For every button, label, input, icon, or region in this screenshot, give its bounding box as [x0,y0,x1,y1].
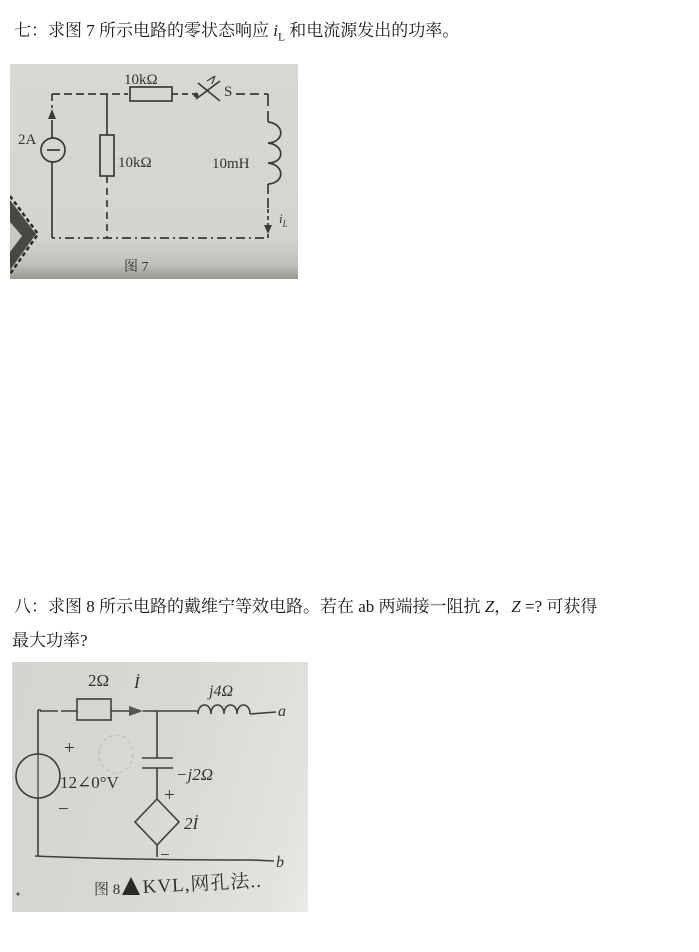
dep-source-minus-sign: − [160,845,170,864]
torn-corner-artifact [10,196,38,274]
inductor-label: j4Ω [209,683,234,700]
source-arrowhead-icon [48,109,56,119]
figure7-circuit [10,64,298,279]
source-plus-sign: + [64,738,75,759]
handwritten-note: KVL,网孔法.. [142,870,263,898]
figure8-photo [12,662,308,912]
top-resistor-label: 10kΩ [124,72,158,88]
figure8-wires [16,699,276,861]
inductor-current-arrowhead-icon [264,225,272,234]
problem8-text-seg3: =? 可获得 [520,597,598,616]
problem8-var-z2: Z [511,597,521,616]
wire-left-upper [38,710,41,754]
problem7-var-i: i [273,21,278,40]
source-label: 12∠0°V [60,773,119,792]
inductor-current-label: $i_L$ [279,211,288,229]
capacitor-label: −j2Ω [176,765,213,784]
wire-bottom [35,856,274,861]
switch-label: S [224,84,233,100]
inductor-label: 10mH [212,156,250,172]
problem7-statement [14,20,459,48]
figure8-caption: 图 8 [94,882,121,898]
current-arrowhead-icon [129,706,143,716]
problem8-text-seg1: 八：求图 8 所示电路的戴维宁等效电路。若在 ab 两端接一阻抗 [14,597,485,616]
terminal-a-label: a [278,703,286,720]
mid-resistor-symbol [100,135,114,176]
problem7-text-suffix: 和电流源发出的功率。 [285,21,460,40]
problem8-statement-line2 [12,630,88,652]
dep-source-plus-sign: + [164,785,175,806]
figure8-circuit [12,662,308,912]
problem8-statement-line1 [14,596,597,618]
ghost-mark-artifact [99,735,133,773]
top-resistor-symbol [130,87,172,101]
dep-source-label: 2İ [184,814,199,833]
problem8-var-z1: Z [484,597,495,616]
inductor-coil [198,705,250,714]
triangle-mark-icon [122,877,140,895]
speck-artifact [17,893,20,896]
mid-resistor-label: 10kΩ [118,155,152,171]
source-label: 2A [18,132,37,148]
problem7-text-prefix: 七：求图 7 所示电路的零状态响应 [14,21,274,40]
current-label: İ [134,673,140,692]
problem8-text-line2: 最大功率? [12,631,88,650]
figure7-photo [10,64,298,279]
source-minus-sign: − [58,799,69,820]
terminal-b-label: b [276,854,284,871]
figure7-caption: 图 7 [124,260,149,275]
resistor-symbol [77,699,111,720]
wire-to-terminal-a [250,712,276,714]
resistor-label: 2Ω [88,671,110,690]
problem7-var-i-sub: L [277,30,286,44]
inductor-coil [268,122,281,184]
switch-symbol [194,76,220,101]
problem8-text-seg2: ， [494,597,512,616]
